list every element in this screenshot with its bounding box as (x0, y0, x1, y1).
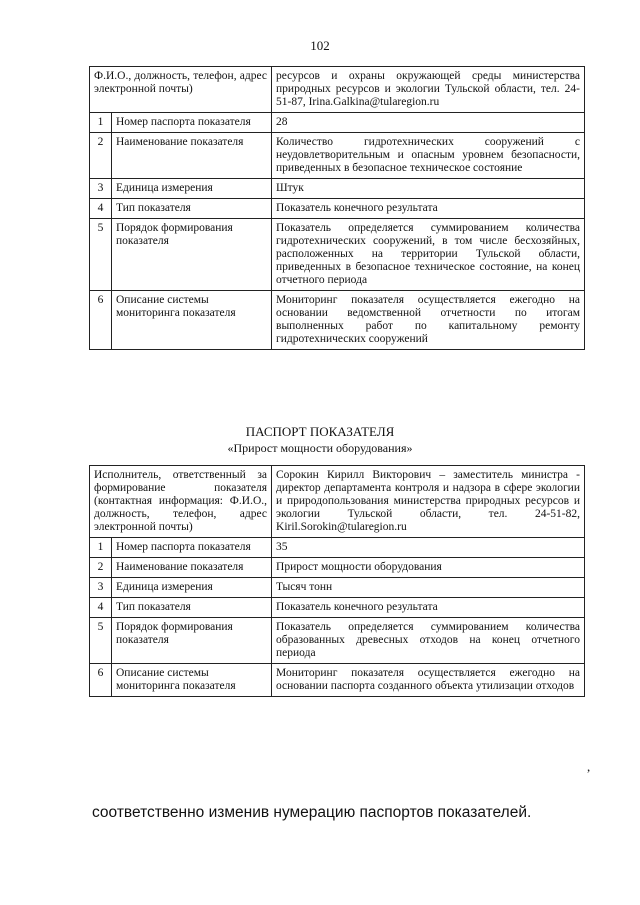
row-value: Мониторинг показателя осуществляется ежегодно на основании паспорта созданного объекта утилизации отходов (272, 663, 585, 696)
row-name: Наименование показателя (112, 557, 272, 577)
header-label: Ф.И.О., должность, телефон, адрес электронной почты) (90, 67, 272, 113)
table-row (90, 198, 585, 218)
passport-title: ПАСПОРТ ПОКАЗАТЕЛЯ (245, 424, 395, 439)
table-row (90, 178, 585, 198)
row-name: Описание системы мониторинга показателя (112, 663, 272, 696)
row-name: Описание системы мониторинга показателя (112, 290, 272, 349)
table-row (90, 597, 585, 617)
row-value: Показатель конечного результата (272, 198, 585, 218)
row-number: 5 (90, 617, 112, 663)
table-row (90, 663, 585, 696)
passport-title-block (0, 424, 640, 456)
table-row (90, 617, 585, 663)
row-name: Единица измерения (112, 178, 272, 198)
row-value: Штук (272, 178, 585, 198)
row-number: 1 (90, 537, 112, 557)
row-name: Тип показателя (112, 597, 272, 617)
row-number: 6 (90, 663, 112, 696)
header-value: ресурсов и охраны окружающей среды министерства природных ресурсов и экологии Тульской области, тел. 24-51-87, Irina.Galkina@tularegion.ru (272, 67, 585, 113)
header-value: Сорокин Кирилл Викторович – заместитель министра - директор департамента контроля и надзора в сфере экологии и природопользования министерства природных ресурсов и экологии Тульской области, тел. 24-51-82, Kiril.Sorokin@tularegion.ru (272, 466, 585, 538)
row-number: 5 (90, 218, 112, 290)
table-row (90, 290, 585, 349)
row-value: Прирост мощности оборудования (272, 557, 585, 577)
row-name: Наименование показателя (112, 132, 272, 178)
row-number: 6 (90, 290, 112, 349)
table-header-row (90, 466, 585, 538)
table-row (90, 557, 585, 577)
row-number: 3 (90, 577, 112, 597)
row-number: 2 (90, 132, 112, 178)
row-name: Номер паспорта показателя (112, 112, 272, 132)
table-row (90, 132, 585, 178)
passport-table-35 (89, 465, 585, 697)
row-name: Единица измерения (112, 577, 272, 597)
table-row (90, 577, 585, 597)
row-number: 1 (90, 112, 112, 132)
row-number: 3 (90, 178, 112, 198)
row-value: Тысяч тонн (272, 577, 585, 597)
row-name: Номер паспорта показателя (112, 537, 272, 557)
row-name: Порядок формирования показателя (112, 218, 272, 290)
row-value: Показатель определяется суммированием количества образованных древесных отходов на конец отчетного периода (272, 617, 585, 663)
table-header-row (90, 67, 585, 113)
footer-text: соответственно изменив нумерацию паспортов показателей. (92, 804, 532, 821)
table-row (90, 218, 585, 290)
row-value: Показатель определяется суммированием количества гидротехнических сооружений, в том числе бесхозяйных, расположенных на территории Тульской области, приведенных в безопасное техническое состояние, на конец отчетного периода (272, 218, 585, 290)
row-number: 4 (90, 198, 112, 218)
table-row (90, 537, 585, 557)
page-number: 102 (310, 38, 330, 53)
row-value: Мониторинг показателя осуществляется ежегодно на основании ведомственной отчетности по итогам выполненных работ по капитальному ремонту гидротехнических сооружений (272, 290, 585, 349)
trailing-comma: , (587, 759, 591, 774)
header-label: Исполнитель, ответственный за формирование показателя (контактная информация: Ф.И.О., должность, телефон, адрес электронной почты) (90, 466, 272, 538)
row-value: Количество гидротехнических сооружений с неудовлетворительным и опасным уровнем безопасности, приведенных в безопасное техническое состояние (272, 132, 585, 178)
row-name: Тип показателя (112, 198, 272, 218)
row-name: Порядок формирования показателя (112, 617, 272, 663)
row-value: 28 (272, 112, 585, 132)
row-value: 35 (272, 537, 585, 557)
passport-subtitle: «Прирост мощности оборудования» (227, 441, 413, 455)
row-value: Показатель конечного результата (272, 597, 585, 617)
row-number: 2 (90, 557, 112, 577)
table-row (90, 112, 585, 132)
row-number: 4 (90, 597, 112, 617)
passport-table-28 (89, 66, 585, 350)
